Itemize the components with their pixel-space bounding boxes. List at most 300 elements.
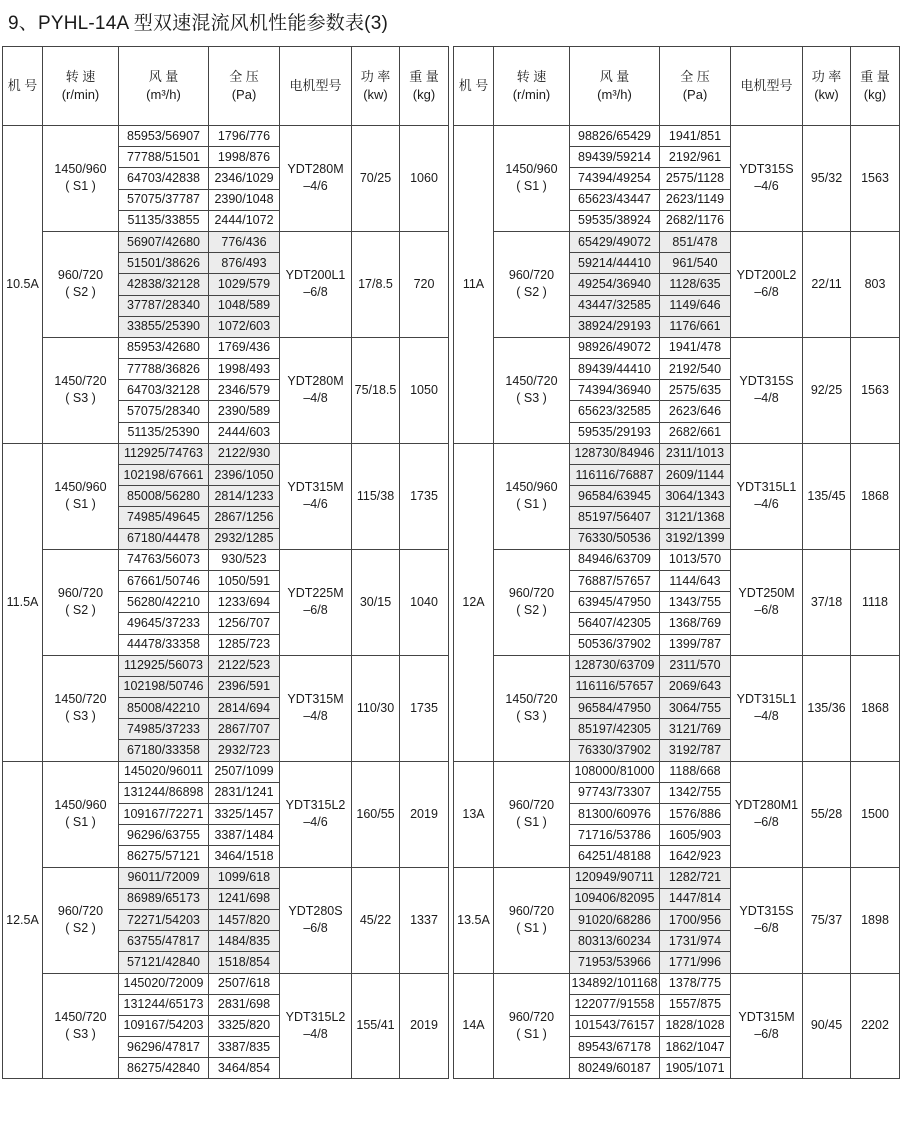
motor-poles: –6/8 (303, 285, 328, 300)
motor-cell (280, 549, 352, 655)
speed-value: 1450/720 (54, 374, 107, 389)
flow-cell: 74394/36940 (570, 380, 660, 401)
pressure-cell: 1342/755 (660, 782, 731, 803)
flow-cell: 98926/49072 (570, 337, 660, 358)
flow-cell: 71716/53786 (570, 825, 660, 846)
motor-cell (280, 761, 352, 867)
pressure-cell: 2575/635 (660, 380, 731, 401)
flow-cell: 112925/74763 (119, 443, 209, 464)
flow-cell: 85953/42680 (119, 337, 209, 358)
speed-value: 1450/720 (505, 692, 558, 707)
speed-tag: ( S3 ) (65, 709, 96, 724)
flow-cell: 67180/44478 (119, 528, 209, 549)
pressure-cell: 2444/603 (209, 422, 280, 443)
flow-cell: 74394/49254 (570, 168, 660, 189)
table-row (454, 655, 900, 676)
header-flow: 风 量 (m³/h) (119, 47, 209, 126)
speed-value: 960/720 (508, 1009, 555, 1024)
table-row (3, 761, 449, 782)
motor-cell (280, 867, 352, 973)
power-cell: 30/15 (352, 549, 400, 655)
flow-cell: 128730/84946 (570, 443, 660, 464)
weight-cell: 1563 (851, 126, 900, 232)
flow-cell: 72271/54203 (119, 909, 209, 930)
flow-cell: 85197/56407 (570, 507, 660, 528)
pressure-cell: 2069/643 (660, 676, 731, 697)
flow-cell: 56407/42305 (570, 613, 660, 634)
weight-cell: 1050 (400, 337, 449, 443)
power-cell: 110/30 (352, 655, 400, 761)
flow-cell: 122077/91558 (570, 994, 660, 1015)
pressure-cell: 1998/876 (209, 147, 280, 168)
motor-poles: –6/8 (303, 921, 328, 936)
motor-model: YDT315S (739, 904, 794, 919)
pressure-cell: 1457/820 (209, 909, 280, 930)
table-row (454, 443, 900, 464)
pressure-cell: 2122/930 (209, 443, 280, 464)
flow-cell: 112925/56073 (119, 655, 209, 676)
weight-cell: 2019 (400, 761, 449, 867)
motor-poles: –4/6 (754, 179, 779, 194)
flow-cell: 84946/63709 (570, 549, 660, 570)
flow-cell: 67661/50746 (119, 570, 209, 591)
motor-model: YDT280M1 (734, 798, 799, 813)
pressure-cell: 1233/694 (209, 592, 280, 613)
motor-model: YDT250M (738, 586, 795, 601)
flow-cell: 96584/63945 (570, 486, 660, 507)
speed-value: 1450/960 (54, 798, 107, 813)
motor-poles: –4/6 (303, 179, 328, 194)
flow-cell: 51501/38626 (119, 253, 209, 274)
weight-cell: 803 (851, 231, 900, 337)
speed-value: 1450/960 (54, 162, 107, 177)
flow-cell: 56280/42210 (119, 592, 209, 613)
pressure-cell: 1862/1047 (660, 1037, 731, 1058)
flow-cell: 51135/33855 (119, 210, 209, 231)
speed-cell (43, 867, 119, 973)
motor-cell (731, 655, 803, 761)
motor-cell (280, 655, 352, 761)
motor-cell (731, 443, 803, 549)
flow-cell: 80313/60234 (570, 931, 660, 952)
motor-poles: –6/8 (303, 603, 328, 618)
motor-poles: –6/8 (754, 1026, 779, 1041)
flow-cell: 145020/96011 (119, 761, 209, 782)
flow-cell: 109167/54203 (119, 1015, 209, 1036)
power-cell: 160/55 (352, 761, 400, 867)
pressure-cell: 1282/721 (660, 867, 731, 888)
flow-cell: 77788/51501 (119, 147, 209, 168)
pressure-cell: 1378/775 (660, 973, 731, 994)
pressure-cell: 3325/820 (209, 1015, 280, 1036)
motor-poles: –4/8 (303, 709, 328, 724)
pressure-cell: 2867/1256 (209, 507, 280, 528)
pressure-cell: 1642/923 (660, 846, 731, 867)
pressure-cell: 3121/769 (660, 719, 731, 740)
power-cell: 90/45 (803, 973, 851, 1079)
speed-tag: ( S1 ) (516, 815, 547, 830)
table-row (3, 443, 449, 464)
flow-cell: 65429/49072 (570, 231, 660, 252)
pressure-cell: 2609/1144 (660, 465, 731, 486)
flow-cell: 116116/76887 (570, 465, 660, 486)
speed-value: 1450/960 (505, 162, 558, 177)
pressure-cell: 2623/646 (660, 401, 731, 422)
model-cell: 10.5A (3, 126, 43, 444)
pressure-cell: 3387/1484 (209, 825, 280, 846)
weight-cell: 1898 (851, 867, 900, 973)
header-weight: 重 量 (kg) (400, 47, 449, 126)
motor-cell (731, 973, 803, 1079)
motor-model: YDT280M (287, 374, 344, 389)
pressure-cell: 2867/707 (209, 719, 280, 740)
flow-cell: 51135/25390 (119, 422, 209, 443)
speed-cell (494, 973, 570, 1079)
flow-cell: 120949/90711 (570, 867, 660, 888)
flow-cell: 131244/65173 (119, 994, 209, 1015)
pressure-cell: 1050/591 (209, 570, 280, 591)
speed-tag: ( S3 ) (516, 709, 547, 724)
flow-cell: 63755/47817 (119, 931, 209, 952)
pressure-cell: 3192/787 (660, 740, 731, 761)
speed-tag: ( S3 ) (65, 1026, 96, 1041)
motor-model: YDT315L2 (285, 1009, 346, 1024)
pressure-cell: 1484/835 (209, 931, 280, 952)
motor-model: YDT315M (287, 692, 344, 707)
flow-cell: 116116/57657 (570, 676, 660, 697)
power-cell: 135/45 (803, 443, 851, 549)
motor-poles: –4/6 (303, 815, 328, 830)
speed-cell (43, 231, 119, 337)
motor-cell (280, 973, 352, 1079)
pressure-cell: 3464/854 (209, 1058, 280, 1079)
table-row (454, 973, 900, 994)
speed-value: 1450/720 (54, 1009, 107, 1024)
pressure-cell: 2192/961 (660, 147, 731, 168)
speed-cell (494, 337, 570, 443)
flow-cell: 145020/72009 (119, 973, 209, 994)
pressure-cell: 1828/1028 (660, 1015, 731, 1036)
pressure-cell: 1128/635 (660, 274, 731, 295)
motor-cell (731, 231, 803, 337)
flow-cell: 64703/32128 (119, 380, 209, 401)
speed-cell (494, 867, 570, 973)
flow-cell: 76330/37902 (570, 740, 660, 761)
model-cell: 14A (454, 973, 494, 1079)
motor-poles: –6/8 (754, 815, 779, 830)
right-parameter-table (453, 46, 900, 1079)
motor-model: YDT315L1 (736, 480, 797, 495)
flow-cell: 80249/60187 (570, 1058, 660, 1079)
pressure-cell: 1941/478 (660, 337, 731, 358)
flow-cell: 85197/42305 (570, 719, 660, 740)
weight-cell: 1735 (400, 443, 449, 549)
flow-cell: 77788/36826 (119, 359, 209, 380)
speed-value: 960/720 (57, 268, 104, 283)
power-cell: 75/18.5 (352, 337, 400, 443)
pressure-cell: 2507/618 (209, 973, 280, 994)
pressure-cell: 2122/523 (209, 655, 280, 676)
table-row (454, 867, 900, 888)
motor-model: YDT280M (287, 162, 344, 177)
motor-poles: –4/6 (303, 497, 328, 512)
model-cell: 13A (454, 761, 494, 867)
model-cell: 12.5A (3, 761, 43, 1079)
speed-cell (494, 231, 570, 337)
table-row (3, 655, 449, 676)
flow-cell: 44478/33358 (119, 634, 209, 655)
pressure-cell: 851/478 (660, 231, 731, 252)
weight-cell: 1040 (400, 549, 449, 655)
pressure-cell: 1099/618 (209, 867, 280, 888)
model-cell: 11.5A (3, 443, 43, 761)
pressure-cell: 1256/707 (209, 613, 280, 634)
header-model: 机 号 (3, 47, 43, 126)
power-cell: 37/18 (803, 549, 851, 655)
flow-cell: 101543/76157 (570, 1015, 660, 1036)
pressure-cell: 1285/723 (209, 634, 280, 655)
weight-cell: 1118 (851, 549, 900, 655)
speed-value: 960/720 (57, 586, 104, 601)
pressure-cell: 1399/787 (660, 634, 731, 655)
speed-value: 960/720 (508, 586, 555, 601)
speed-cell (43, 549, 119, 655)
pressure-cell: 2932/723 (209, 740, 280, 761)
pressure-cell: 2390/1048 (209, 189, 280, 210)
flow-cell: 64703/42838 (119, 168, 209, 189)
speed-value: 1450/960 (54, 480, 107, 495)
flow-cell: 65623/43447 (570, 189, 660, 210)
flow-cell: 108000/81000 (570, 761, 660, 782)
header-motor: 电机型号 (731, 47, 803, 126)
speed-value: 960/720 (57, 904, 104, 919)
weight-cell: 1868 (851, 443, 900, 549)
table-row (454, 231, 900, 252)
speed-tag: ( S1 ) (65, 179, 96, 194)
power-cell: 95/32 (803, 126, 851, 232)
pressure-cell: 1368/769 (660, 613, 731, 634)
speed-cell (43, 126, 119, 232)
pressure-cell: 2396/591 (209, 676, 280, 697)
pressure-cell: 3064/755 (660, 698, 731, 719)
speed-cell (43, 761, 119, 867)
flow-cell: 102198/67661 (119, 465, 209, 486)
speed-tag: ( S3 ) (65, 391, 96, 406)
right-table-wrapper (453, 46, 899, 1079)
pressure-cell: 2682/661 (660, 422, 731, 443)
pressure-cell: 1343/755 (660, 592, 731, 613)
flow-cell: 98826/65429 (570, 126, 660, 147)
header-model: 机 号 (454, 47, 494, 126)
pressure-cell: 1905/1071 (660, 1058, 731, 1079)
left-parameter-table (2, 46, 449, 1079)
flow-cell: 109406/82095 (570, 888, 660, 909)
pressure-cell: 3387/835 (209, 1037, 280, 1058)
pressure-cell: 1013/570 (660, 549, 731, 570)
motor-cell (731, 126, 803, 232)
pressure-cell: 2444/1072 (209, 210, 280, 231)
pressure-cell: 2346/1029 (209, 168, 280, 189)
flow-cell: 86989/65173 (119, 888, 209, 909)
flow-cell: 64251/48188 (570, 846, 660, 867)
power-cell: 22/11 (803, 231, 851, 337)
flow-cell: 76887/57657 (570, 570, 660, 591)
speed-tag: ( S3 ) (516, 391, 547, 406)
motor-model: YDT315S (739, 374, 794, 389)
table-row (454, 126, 900, 147)
pressure-cell: 2311/570 (660, 655, 731, 676)
flow-cell: 56907/42680 (119, 231, 209, 252)
weight-cell: 720 (400, 231, 449, 337)
header-motor: 电机型号 (280, 47, 352, 126)
motor-poles: –4/6 (754, 497, 779, 512)
pressure-cell: 2192/540 (660, 359, 731, 380)
pressure-cell: 3325/1457 (209, 804, 280, 825)
pressure-cell: 2831/1241 (209, 782, 280, 803)
weight-cell: 2202 (851, 973, 900, 1079)
weight-cell: 1500 (851, 761, 900, 867)
header-speed: 转 速 (r/min) (494, 47, 570, 126)
pressure-cell: 1149/646 (660, 295, 731, 316)
table-row (3, 337, 449, 358)
pressure-cell: 1518/854 (209, 952, 280, 973)
speed-cell (494, 126, 570, 232)
power-cell: 75/37 (803, 867, 851, 973)
flow-cell: 59535/29193 (570, 422, 660, 443)
speed-tag: ( S1 ) (516, 179, 547, 194)
speed-value: 1450/720 (505, 374, 558, 389)
speed-cell (43, 655, 119, 761)
weight-cell: 1060 (400, 126, 449, 232)
pressure-cell: 1700/956 (660, 909, 731, 930)
pressure-cell: 1048/589 (209, 295, 280, 316)
flow-cell: 49645/37233 (119, 613, 209, 634)
pressure-cell: 2814/1233 (209, 486, 280, 507)
pressure-cell: 2682/1176 (660, 210, 731, 231)
table-row (454, 549, 900, 570)
pressure-cell: 3064/1343 (660, 486, 731, 507)
speed-value: 960/720 (508, 798, 555, 813)
speed-tag: ( S1 ) (516, 1026, 547, 1041)
pressure-cell: 1941/851 (660, 126, 731, 147)
motor-cell (731, 867, 803, 973)
speed-cell (494, 549, 570, 655)
pressure-cell: 3464/1518 (209, 846, 280, 867)
pressure-cell: 1998/493 (209, 359, 280, 380)
flow-cell: 71953/53966 (570, 952, 660, 973)
flow-cell: 59535/38924 (570, 210, 660, 231)
flow-cell: 74763/56073 (119, 549, 209, 570)
motor-model: YDT315M (287, 480, 344, 495)
speed-tag: ( S1 ) (516, 497, 547, 512)
table-row (3, 549, 449, 570)
motor-poles: –4/8 (303, 1026, 328, 1041)
flow-cell: 91020/68286 (570, 909, 660, 930)
power-cell: 115/38 (352, 443, 400, 549)
header-weight: 重 量 (kg) (851, 47, 900, 126)
power-cell: 92/25 (803, 337, 851, 443)
speed-value: 1450/720 (54, 692, 107, 707)
motor-poles: –6/8 (754, 285, 779, 300)
weight-cell: 1868 (851, 655, 900, 761)
motor-model: YDT315L2 (285, 798, 346, 813)
pressure-cell: 776/436 (209, 231, 280, 252)
header-flow: 风 量 (m³/h) (570, 47, 660, 126)
speed-cell (494, 443, 570, 549)
header-power: 功 率 (kw) (352, 47, 400, 126)
pressure-cell: 2623/1149 (660, 189, 731, 210)
flow-cell: 85953/56907 (119, 126, 209, 147)
speed-value: 960/720 (508, 268, 555, 283)
table-row (3, 867, 449, 888)
motor-cell (280, 231, 352, 337)
pressure-cell: 2507/1099 (209, 761, 280, 782)
flow-cell: 89439/59214 (570, 147, 660, 168)
flow-cell: 57121/42840 (119, 952, 209, 973)
flow-cell: 85008/56280 (119, 486, 209, 507)
pressure-cell: 961/540 (660, 253, 731, 274)
flow-cell: 38924/29193 (570, 316, 660, 337)
flow-cell: 42838/32128 (119, 274, 209, 295)
pressure-cell: 1796/776 (209, 126, 280, 147)
flow-cell: 67180/33358 (119, 740, 209, 761)
pressure-cell: 2831/698 (209, 994, 280, 1015)
speed-cell (43, 443, 119, 549)
table-row (3, 973, 449, 994)
motor-model: YDT200L1 (285, 268, 346, 283)
pressure-cell: 2396/1050 (209, 465, 280, 486)
speed-tag: ( S2 ) (65, 603, 96, 618)
pressure-cell: 1188/668 (660, 761, 731, 782)
pressure-cell: 1176/661 (660, 316, 731, 337)
speed-tag: ( S2 ) (516, 603, 547, 618)
speed-tag: ( S2 ) (516, 285, 547, 300)
flow-cell: 96296/47817 (119, 1037, 209, 1058)
weight-cell: 2019 (400, 973, 449, 1079)
flow-cell: 50536/37902 (570, 634, 660, 655)
pressure-cell: 1769/436 (209, 337, 280, 358)
motor-model: YDT225M (287, 586, 344, 601)
pressure-cell: 2346/579 (209, 380, 280, 401)
motor-poles: –4/8 (303, 391, 328, 406)
pressure-cell: 3121/1368 (660, 507, 731, 528)
motor-model: YDT315M (738, 1009, 795, 1024)
flow-cell: 57075/28340 (119, 401, 209, 422)
header-pressure: 全 压 (Pa) (660, 47, 731, 126)
left-table-wrapper (2, 46, 448, 1079)
speed-value: 1450/960 (505, 480, 558, 495)
flow-cell: 96584/47950 (570, 698, 660, 719)
flow-cell: 63945/47950 (570, 592, 660, 613)
flow-cell: 89439/44410 (570, 359, 660, 380)
power-cell: 45/22 (352, 867, 400, 973)
header-power: 功 率 (kw) (803, 47, 851, 126)
flow-cell: 81300/60976 (570, 804, 660, 825)
flow-cell: 59214/44410 (570, 253, 660, 274)
flow-cell: 76330/50536 (570, 528, 660, 549)
flow-cell: 33855/25390 (119, 316, 209, 337)
flow-cell: 128730/63709 (570, 655, 660, 676)
table-row (454, 337, 900, 358)
table-row (454, 761, 900, 782)
motor-poles: –4/8 (754, 709, 779, 724)
header-speed: 转 速 (r/min) (43, 47, 119, 126)
power-cell: 17/8.5 (352, 231, 400, 337)
motor-cell (280, 126, 352, 232)
pressure-cell: 2814/694 (209, 698, 280, 719)
speed-cell (494, 761, 570, 867)
flow-cell: 86275/42840 (119, 1058, 209, 1079)
